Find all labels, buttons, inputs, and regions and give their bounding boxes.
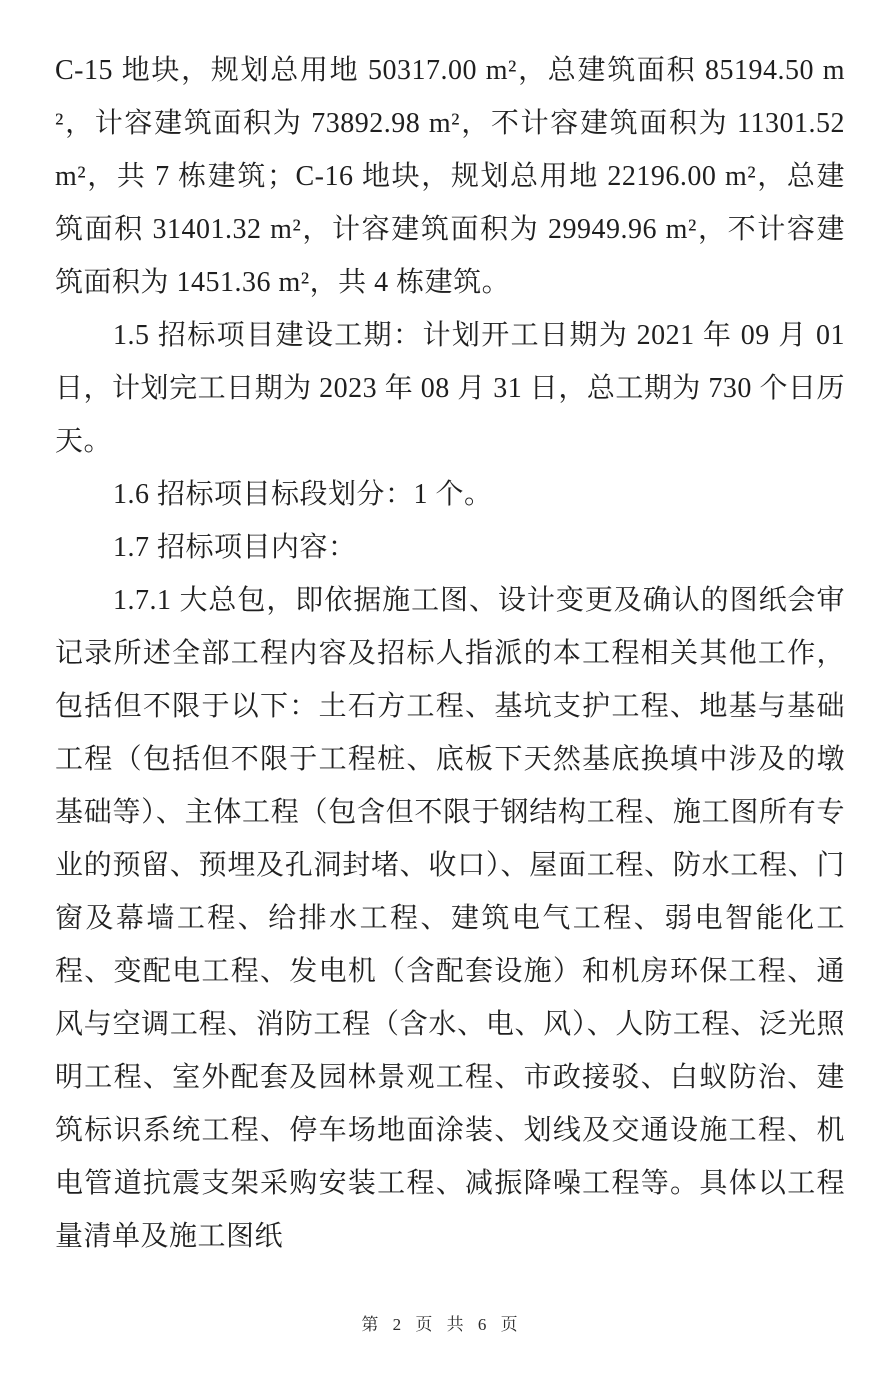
page-number-label: 第 2 页 共 6 页 (361, 1315, 523, 1334)
paragraph: C-15 地块，规划总用地 50317.00 m²，总建筑面积 85194.50 m²，计容建筑面积为 73892.98 m²，不计容建筑面积为 11301.52 m²，共 7 栋建筑；C-16 地块，规划总用地 22196.00 m²，总建筑面积 31401.32 m²，计容建筑面积为 29949.96 m²，不计容建筑面积为 1451.36 m²，共 4 栋建筑。 (55, 55, 845, 298)
document-body (55, 44, 845, 1263)
paragraph: 1.5 招标项目建设工期：计划开工日期为 2021 年 09 月 01 日，计划完工日期为 2023 年 08 月 31 日，总工期为 730 个日历天。 (55, 320, 845, 457)
page-footer (0, 1310, 884, 1335)
paragraph: 1.7.1 大总包，即依据施工图、设计变更及确认的图纸会审记录所述全部工程内容及招标人指派的本工程相关其他工作，包括但不限于以下：土石方工程、基坑支护工程、地基与基础工程（包括但不限于工程桩、底板下天然基底换填中涉及的墩基础等）、主体工程（包含但不限于钢结构工程、施工图所有专业的预留、预埋及孔洞封堵、收口）、屋面工程、防水工程、门窗及幕墙工程、给排水工程、建筑电气工程、弱电智能化工程、变配电工程、发电机（含配套设施）和机房环保工程、通风与空调工程、消防工程（含水、电、风）、人防工程、泛光照明工程、室外配套及园林景观工程、市政接驳、白蚁防治、建筑标识系统工程、停车场地面涂装、划线及交通设施工程、机电管道抗震支架采购安装工程、减振降噪工程等。具体以工程量清单及施工图纸 (55, 585, 845, 1252)
paragraph: 1.6 招标项目标段划分：1 个。 (113, 479, 493, 510)
paragraph: 1.7 招标项目内容： (113, 532, 357, 563)
